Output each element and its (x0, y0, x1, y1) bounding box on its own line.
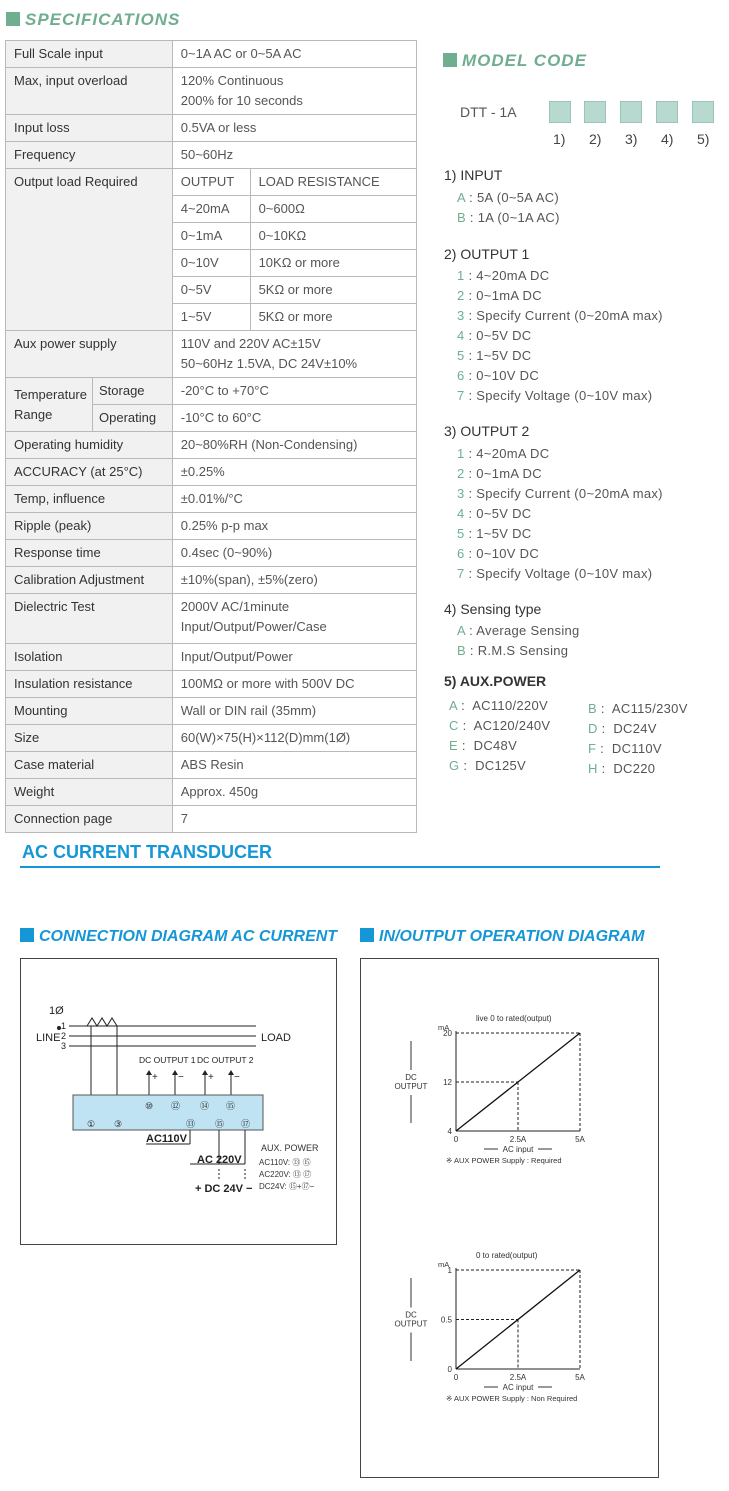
terminal: ⑰ (241, 1119, 251, 1129)
square-bullet-icon (443, 53, 457, 67)
spec-label: Case material (6, 752, 173, 779)
list-item: A : AC110/220V (449, 698, 548, 713)
spec-label: Full Scale input (6, 41, 173, 68)
resistance-header: LOAD RESISTANCE (250, 169, 416, 196)
square-bullet-icon (20, 928, 34, 942)
connection-diagram-panel (20, 958, 337, 1245)
x-tick-label: 5A (575, 1135, 585, 1144)
x-tick-label: 5A (575, 1373, 585, 1382)
spec-label (6, 378, 93, 432)
group-title: 2) OUTPUT 1 (444, 246, 530, 262)
table-row (6, 486, 417, 513)
aux-power-note: ※ AUX POWER Supply : Non Required (446, 1394, 578, 1403)
resistance-cell: 5KΩ or more (250, 304, 416, 331)
code-box-4 (656, 101, 678, 123)
position-label: 1) (553, 131, 566, 147)
aux-power-line: AC110V: ⑬ ⑮ (259, 1158, 311, 1167)
code-box-2 (584, 101, 606, 123)
list-item: 1 : 4~20mA DC (457, 446, 550, 461)
x-tick-label: 0 (453, 1135, 459, 1144)
spec-value-line: 50~60Hz 1.5VA, DC 24V±10% (180, 356, 358, 371)
spec-label: Insulation resistance (6, 671, 173, 698)
y-axis-label: DC (405, 1073, 417, 1082)
model-code-prefix: DTT - 1A (460, 104, 517, 120)
output-cell: 0~5V (172, 277, 250, 304)
position-label: 5) (697, 131, 710, 147)
model-code-title: MODEL CODE (462, 51, 587, 70)
terminal: ⑭ (200, 1101, 210, 1111)
plus-sign: + (152, 1072, 158, 1083)
table-row (6, 594, 417, 644)
phase-label: 1Ø (49, 1005, 64, 1017)
spec-value: 0.25% p-p max (172, 513, 416, 540)
terminal: ① (87, 1119, 96, 1129)
io-diagram-title: IN/OUTPUT OPERATION DIAGRAM (379, 928, 645, 945)
group-title: 5) AUX.POWER (444, 673, 547, 689)
spec-label: Calibration Adjustment (6, 567, 173, 594)
terminal: ⑫ (171, 1101, 181, 1111)
table-row (6, 169, 417, 196)
list-item: A : Average Sensing (457, 623, 580, 638)
chart-heading: 0 to rated(output) (476, 1251, 538, 1260)
spec-label: Weight (6, 779, 173, 806)
spec-label: Frequency (6, 142, 173, 169)
x-tick-label: 2.5A (509, 1373, 527, 1382)
spec-value: 20~80%RH (Non-Condensing) (172, 432, 416, 459)
list-item: 6 : 0~10V DC (457, 368, 540, 383)
list-item: B : R.M.S Sensing (457, 643, 569, 658)
spec-label: Operating humidity (6, 432, 173, 459)
x-tick-label: 2.5A (509, 1135, 527, 1144)
list-item: 5 : 1~5V DC (457, 348, 532, 363)
table-row (6, 567, 417, 594)
list-item: C : AC120/240V (449, 718, 551, 733)
spec-value: 0~1A AC or 0~5A AC (172, 41, 416, 68)
spec-value-line: 200% for 10 seconds (180, 93, 303, 108)
list-item: 6 : 0~10V DC (457, 546, 540, 561)
spec-value-line: 2000V AC/1minute (180, 599, 290, 614)
plus-sign: + (208, 1072, 214, 1083)
spec-value (172, 594, 416, 644)
spec-value-line: 110V and 220V AC±15V (180, 336, 321, 351)
aux-power-line: DC24V: ⑮+⑰− (259, 1182, 315, 1191)
table-row (6, 540, 417, 567)
load-label: LOAD (261, 1032, 291, 1044)
y-tick-label: 1 (447, 1266, 452, 1275)
list-item: D : DC24V (588, 721, 657, 736)
list-item: A : 5A (0~5A AC) (457, 190, 560, 205)
group-title: 1) INPUT (444, 167, 503, 183)
chart-heading: live 0 to rated(output) (476, 1014, 552, 1023)
spec-value: Wall or DIN rail (35mm) (172, 698, 416, 725)
minus-sign: − (178, 1072, 184, 1083)
spec-label: Ripple (peak) (6, 513, 173, 540)
list-item: 5 : 1~5V DC (457, 526, 532, 541)
position-label: 2) (589, 131, 602, 147)
spec-value-line: 120% Continuous (180, 73, 284, 88)
list-item: 7 : Specify Voltage (0~10V max) (457, 566, 653, 581)
table-row (6, 779, 417, 806)
table-row (6, 378, 417, 405)
table-row (6, 725, 417, 752)
list-item: F : DC110V (588, 741, 662, 756)
table-row (6, 752, 417, 779)
table-row (6, 698, 417, 725)
terminal: ⑮ (226, 1101, 236, 1111)
spec-label: Isolation (6, 644, 173, 671)
code-box-1 (549, 101, 571, 123)
terminal: ⑮ (215, 1119, 225, 1129)
output-cell: 0~1mA (172, 223, 250, 250)
table-row (6, 68, 417, 115)
spec-value: ABS Resin (172, 752, 416, 779)
spec-label: Dielectric Test (6, 594, 173, 644)
y-unit: mA (438, 1023, 450, 1032)
table-row (6, 432, 417, 459)
spec-label: Temp, influence (6, 486, 173, 513)
y-axis-label: DC (405, 1310, 417, 1320)
resistance-cell: 10KΩ or more (250, 250, 416, 277)
y-tick-label: 0 (447, 1365, 452, 1374)
square-bullet-icon (360, 928, 374, 942)
list-item: 1 : 4~20mA DC (457, 268, 550, 283)
code-box-3 (620, 101, 642, 123)
line-number: 2 (61, 1031, 67, 1041)
io-diagram-heading (360, 928, 644, 946)
ct-dot (57, 1026, 61, 1030)
table-row (6, 115, 417, 142)
table-row (6, 671, 417, 698)
code-box-5 (692, 101, 714, 123)
square-bullet-icon (6, 12, 20, 26)
dc-output-2-label: DC OUTPUT 2 (197, 1055, 254, 1065)
connection-diagram-title: CONNECTION DIAGRAM AC CURRENT (39, 928, 338, 945)
line-number: 3 (61, 1041, 67, 1051)
group-title: 3) OUTPUT 2 (444, 423, 530, 439)
spec-value: 7 (172, 806, 416, 833)
resistance-cell: 0~600Ω (250, 196, 416, 223)
x-axis-label: AC input (502, 1383, 534, 1392)
spec-sublabel: Operating (93, 405, 173, 432)
y-tick-label: 20 (443, 1029, 452, 1038)
list-item: 4 : 0~5V DC (457, 328, 532, 343)
model-code-heading (443, 51, 587, 71)
series-line (456, 1270, 580, 1369)
title-underline (20, 866, 660, 868)
position-label: 4) (661, 131, 674, 147)
connection-diagram-heading (20, 928, 337, 946)
list-item: 7 : Specify Voltage (0~10V max) (457, 388, 653, 403)
spec-value: ±10%(span), ±5%(zero) (172, 567, 416, 594)
line-label: LINE (36, 1032, 61, 1044)
line-number: 1 (61, 1021, 67, 1031)
connection-diagram (21, 959, 336, 1244)
table-row (6, 142, 417, 169)
list-item: 4 : 0~5V DC (457, 506, 532, 521)
list-item: H : DC220 (588, 761, 656, 776)
series-line (456, 1033, 580, 1131)
group-title: 4) Sensing type (444, 601, 542, 617)
spec-label: Size (6, 725, 173, 752)
spec-label: Mounting (6, 698, 173, 725)
spec-value: -10°C to 60°C (172, 405, 416, 432)
ct-coil-icon (87, 1018, 117, 1026)
resistance-cell: 5KΩ or more (250, 277, 416, 304)
position-label: 3) (625, 131, 638, 147)
spec-value: 0.5VA or less (172, 115, 416, 142)
product-title: AC CURRENT TRANSDUCER (22, 842, 272, 862)
resistance-cell: 0~10KΩ (250, 223, 416, 250)
spec-value: 100MΩ or more with 500V DC (172, 671, 416, 698)
spec-value: 50~60Hz (172, 142, 416, 169)
io-diagram-panel (360, 958, 659, 1478)
spec-value (172, 331, 416, 378)
terminal: ③ (114, 1119, 123, 1129)
x-axis-label: AC input (502, 1145, 534, 1154)
y-tick-label: 4 (447, 1127, 452, 1136)
list-item: B : 1A (0~1A AC) (457, 210, 560, 225)
spec-value: -20°C to +70°C (172, 378, 416, 405)
spec-value: 60(W)×75(H)×112(D)mm(1Ø) (172, 725, 416, 752)
spec-label: Response time (6, 540, 173, 567)
y-axis-label: OUTPUT (394, 1319, 428, 1329)
aux-power-note: ※ AUX POWER Supply : Required (446, 1156, 562, 1165)
output-cell: 4~20mA (172, 196, 250, 223)
spec-value: Input/Output/Power (172, 644, 416, 671)
spec-label: Output load Required (6, 169, 173, 331)
y-tick-label: 0.5 (440, 1315, 452, 1325)
spec-sublabel: Storage (93, 378, 173, 405)
list-item: E : DC48V (449, 738, 518, 753)
list-item: 3 : Specify Current (0~20mA max) (457, 486, 663, 501)
ac110-label: AC110V (146, 1133, 187, 1145)
temperature-range-label: Temperature Range (14, 386, 87, 422)
list-item: G : DC125V (449, 758, 527, 773)
output-cell: 1~5V (172, 304, 250, 331)
table-row (6, 331, 417, 378)
spec-value: Approx. 450g (172, 779, 416, 806)
aux-power-line: AC220V: ⑬ ⑰ (259, 1170, 312, 1179)
y-tick-label: 12 (443, 1078, 452, 1087)
y-axis-label: OUTPUT (394, 1082, 428, 1091)
spec-label: Input loss (6, 115, 173, 142)
aux-power-title: AUX. POWER (261, 1143, 319, 1153)
output-header: OUTPUT (172, 169, 250, 196)
spec-label: ACCURACY (at 25°C) (6, 459, 173, 486)
specifications-title: SPECIFICATIONS (25, 10, 181, 29)
dc24-label: + DC 24V − (195, 1183, 253, 1195)
spec-label: Max, input overload (6, 68, 173, 115)
spec-value-line: Input/Output/Power/Case (180, 619, 327, 634)
specifications-heading (6, 10, 180, 30)
table-row (6, 459, 417, 486)
table-row (6, 806, 417, 833)
spec-value: ±0.01%/°C (172, 486, 416, 513)
output-cell: 0~10V (172, 250, 250, 277)
terminal: ⑩ (145, 1101, 154, 1111)
list-item: B : AC115/230V (588, 701, 688, 716)
spec-label: Connection page (6, 806, 173, 833)
list-item: 2 : 0~1mA DC (457, 466, 542, 481)
spec-value: ±0.25% (172, 459, 416, 486)
list-item: 3 : Specify Current (0~20mA max) (457, 308, 663, 323)
specifications-table (5, 40, 417, 833)
spec-value: 0.4sec (0~90%) (172, 540, 416, 567)
list-item: 2 : 0~1mA DC (457, 288, 542, 303)
table-row (6, 41, 417, 68)
table-row (6, 644, 417, 671)
x-tick-label: 0 (453, 1373, 459, 1382)
terminal: ⑬ (186, 1119, 196, 1129)
table-row (6, 513, 417, 540)
dc-output-1-label: DC OUTPUT 1 (139, 1055, 196, 1065)
spec-label: Aux power supply (6, 331, 173, 378)
io-diagram (361, 959, 658, 1477)
y-unit: mA (438, 1260, 450, 1269)
minus-sign: − (234, 1072, 240, 1083)
spec-value (172, 68, 416, 115)
ac220-label: AC 220V (197, 1154, 242, 1166)
